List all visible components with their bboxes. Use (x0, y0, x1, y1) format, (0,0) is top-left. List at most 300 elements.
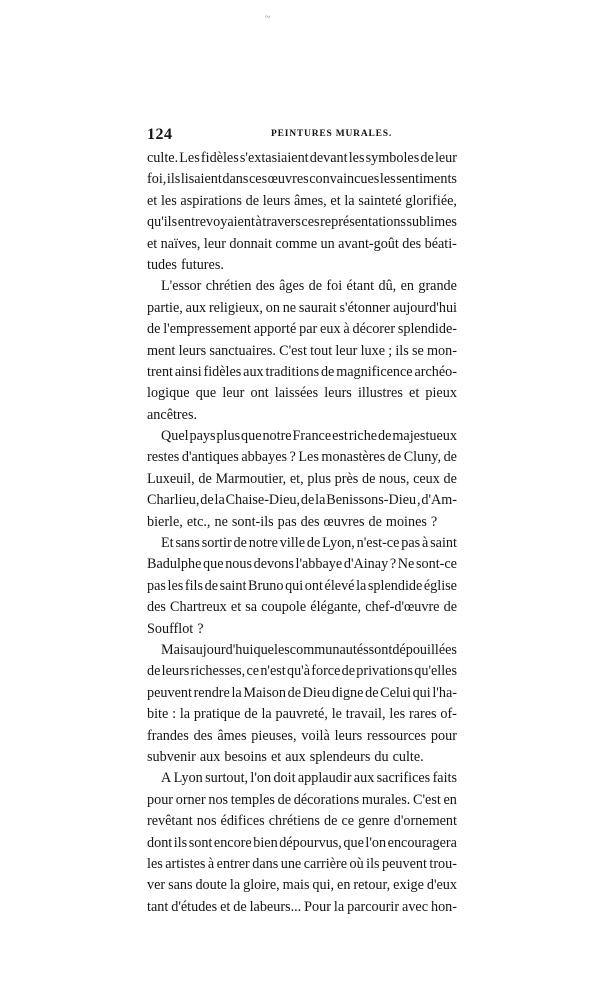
word: et (147, 192, 158, 209)
word: logique (147, 385, 190, 402)
word: la (231, 684, 242, 701)
text-line (147, 576, 457, 597)
word: ver (147, 877, 166, 894)
word: saurait (298, 299, 337, 316)
word: de (308, 278, 323, 295)
text-line (147, 405, 457, 426)
word: ces (301, 214, 320, 231)
text-line (147, 747, 457, 768)
word: laissées (274, 385, 319, 402)
word: encouragera (387, 834, 457, 851)
word: plus (216, 428, 241, 445)
word: œuvres (323, 513, 365, 530)
word: l'on (365, 834, 387, 851)
word: les (274, 641, 290, 658)
text-line (147, 490, 457, 511)
word: se (411, 342, 424, 359)
word: fidèles (203, 363, 242, 380)
word: ils (166, 171, 181, 188)
text-line (147, 597, 457, 618)
word: qu'elles (414, 663, 457, 680)
word: notre (262, 428, 292, 445)
word: riche (348, 428, 378, 445)
word: ressources (367, 727, 427, 744)
word: plus (307, 470, 331, 487)
word: élégante, (310, 599, 362, 616)
word: richesses, (190, 663, 246, 680)
word: voilà (301, 727, 330, 744)
word: l'abbaye (295, 556, 343, 573)
word: s'étonner (339, 299, 391, 316)
word: Dieu (302, 684, 331, 701)
word: doit (273, 770, 296, 787)
word: Celui (380, 684, 411, 701)
word: peuvent (147, 684, 192, 701)
word: trent (147, 363, 173, 380)
word: le (331, 706, 342, 723)
word: dépouillées (392, 641, 457, 658)
word: n'est-ce (356, 535, 400, 552)
word: pauvreté, (275, 706, 328, 723)
word: mais (282, 877, 310, 894)
word: par (299, 321, 318, 338)
word: splendide- (397, 321, 457, 338)
word: parcourir (347, 898, 400, 915)
word: sont-ce (416, 556, 457, 573)
word: n'est (260, 663, 286, 680)
word: saint (219, 577, 247, 594)
word: nous, (379, 470, 410, 487)
word: âges (279, 278, 305, 295)
word: eux (320, 321, 341, 338)
word: bierle, (147, 513, 183, 530)
word: ? (197, 620, 204, 637)
word: nous (225, 556, 252, 573)
word: l'empressement (163, 321, 251, 338)
word: Luxeuil, (147, 470, 195, 487)
text-line (147, 854, 457, 875)
word: Mais (161, 641, 190, 658)
word: avant-goût (338, 235, 399, 252)
word: culte. (392, 748, 424, 765)
word: pieux (425, 385, 457, 402)
word: de (245, 192, 259, 209)
word: de (320, 363, 335, 380)
word: abbayes (241, 449, 288, 466)
word: de (387, 449, 402, 466)
word: sans (168, 877, 193, 894)
word: Ne (397, 556, 415, 573)
word: entrer (216, 855, 250, 872)
word: et (330, 192, 341, 209)
word: la (315, 492, 326, 509)
word: rares (408, 706, 437, 723)
word: d'antiques (181, 449, 239, 466)
word: Bruno (248, 577, 284, 594)
word: de (368, 513, 382, 530)
word: Lyon, (322, 535, 355, 552)
word: des (402, 235, 422, 252)
word: des (147, 599, 166, 616)
word: décorations (293, 791, 360, 808)
text-line (147, 298, 457, 319)
word: privations (356, 663, 414, 680)
word: qu'à (286, 663, 311, 680)
word: tudes (147, 256, 177, 273)
word: la (214, 492, 225, 509)
text-line (147, 768, 457, 789)
word: étant (346, 278, 375, 295)
word: magnificence (336, 363, 413, 380)
word: Lyon (173, 770, 203, 787)
text-line (147, 619, 457, 640)
text-line (147, 704, 457, 725)
word: revêtant (147, 813, 193, 830)
word: traditions (265, 363, 320, 380)
word: sublimes (406, 214, 457, 231)
word: de (198, 470, 212, 487)
word: apporté (253, 321, 297, 338)
word: foi, (147, 171, 167, 188)
word: les (379, 171, 396, 188)
word: en (443, 791, 457, 808)
word: leur (222, 385, 245, 402)
word: de (277, 791, 292, 808)
word: des (193, 727, 213, 744)
text-line (147, 234, 457, 255)
word: des (300, 513, 320, 530)
word: pas (147, 577, 166, 594)
word: de (300, 492, 315, 509)
word: pour (430, 727, 457, 744)
word: temples (230, 791, 275, 808)
word: les (348, 150, 365, 166)
word: tout (310, 342, 333, 359)
word: illustres (357, 385, 403, 402)
word: en (400, 278, 414, 295)
word: sa (245, 599, 258, 616)
word: est (332, 428, 348, 445)
word: de (365, 684, 379, 701)
word: hon- (430, 898, 457, 915)
word: ce (341, 813, 355, 830)
word: ? (389, 556, 397, 573)
word: la (229, 877, 241, 894)
word: sacrifices (376, 770, 431, 787)
word: bien (253, 834, 278, 851)
word: aujourd'hui (392, 299, 457, 316)
word: genre (358, 813, 390, 830)
word: sont (368, 641, 393, 658)
word: Badulphe (147, 556, 202, 573)
word: de (341, 663, 356, 680)
word: encore (213, 834, 252, 851)
word: moines (385, 513, 427, 530)
word: avec (402, 898, 429, 915)
word: lisaient (180, 171, 222, 188)
word: décorer (352, 321, 396, 338)
word: subvenir (147, 748, 196, 765)
word: dû, (378, 278, 397, 295)
text-line (147, 255, 457, 276)
word: de (378, 428, 392, 445)
word: de (244, 706, 258, 723)
word: s'extasiaient (239, 150, 309, 166)
word: luxe (360, 342, 386, 359)
word: Charlieu, (147, 492, 200, 509)
word: grande (418, 278, 457, 295)
word: aspirations (180, 192, 242, 209)
word: surtout, (205, 770, 249, 787)
word: ? (430, 513, 438, 530)
text-line (147, 383, 457, 404)
word: où (349, 855, 364, 872)
text-line (147, 169, 457, 190)
text-line (147, 533, 457, 554)
text-line (147, 191, 457, 212)
word: France (292, 428, 332, 445)
word: on (265, 299, 280, 316)
word: aux (243, 363, 264, 380)
word: ces (248, 171, 268, 188)
word: dépourvus, (279, 834, 342, 851)
word: Cluny, (403, 449, 442, 466)
word: sont (188, 834, 213, 851)
word: de (443, 599, 457, 616)
word: gloire, (243, 877, 280, 894)
text-line (147, 148, 457, 169)
word: orner (175, 791, 206, 808)
word: doute (195, 877, 227, 894)
word: église (423, 577, 457, 594)
word: devant (309, 150, 348, 166)
word: œuvres (267, 171, 309, 188)
word: les (160, 192, 177, 209)
word: la (356, 577, 367, 594)
word: de (443, 449, 457, 466)
word: exige (393, 877, 424, 894)
word: digne (331, 684, 364, 701)
text-line (147, 875, 457, 896)
text-line (147, 512, 457, 533)
word: et (270, 748, 282, 765)
word: convaincues (309, 171, 380, 188)
word: aux (353, 770, 375, 787)
word: symboles (365, 150, 420, 166)
text-line (147, 362, 457, 383)
body-text (147, 148, 457, 918)
word: de (306, 535, 321, 552)
word: ancêtres. (147, 406, 198, 423)
word: en (337, 877, 351, 894)
word: qui (285, 577, 304, 594)
word: donnait (229, 235, 272, 252)
word: dans (252, 855, 279, 872)
word: nos (208, 791, 229, 808)
word: peuvent (382, 855, 427, 872)
word: partie, (147, 299, 183, 316)
word: de (233, 535, 247, 552)
word: splendide (367, 577, 423, 594)
word: leurs (161, 663, 190, 680)
word: bite (147, 706, 169, 723)
word: faits (432, 770, 457, 787)
word: leur (203, 235, 226, 252)
word: Chaise-Dieu, (225, 492, 301, 509)
word: leurs (178, 342, 207, 359)
word: glorifiée, (405, 192, 457, 209)
word: ; (388, 342, 393, 359)
word: des (255, 278, 275, 295)
word: de (361, 470, 376, 487)
word: aux (185, 299, 207, 316)
word: notre (248, 535, 278, 552)
word: l'ha- (432, 684, 457, 701)
word: du (374, 748, 389, 765)
word: les (147, 855, 163, 872)
word: trou- (429, 855, 457, 872)
word: et (230, 599, 242, 616)
word: ils (366, 855, 380, 872)
word: de (287, 684, 301, 701)
text-line (147, 683, 457, 704)
word: carrière (303, 855, 347, 872)
word: Benissons-Dieu (326, 492, 417, 509)
word: chrétien (205, 278, 252, 295)
word: chrétiens (268, 813, 320, 830)
word: que (253, 641, 274, 658)
word: sans (175, 535, 200, 552)
word: monastères (321, 449, 386, 466)
word: culte. (147, 150, 179, 166)
word: dont (147, 834, 173, 851)
word: Marmoutier, (215, 470, 287, 487)
word: une (280, 855, 302, 872)
word: chef-d'œuvre (365, 599, 440, 616)
word: A (161, 770, 172, 787)
running-head: PEINTURES MURALES. (271, 129, 393, 139)
word: à (422, 535, 429, 552)
word: de (420, 150, 434, 166)
word: ce (246, 663, 260, 680)
word: qui (412, 684, 431, 701)
word: Soufflot (147, 620, 194, 637)
word: que (195, 385, 217, 402)
word: Pour (304, 898, 331, 915)
text-line (147, 661, 457, 682)
page-number: 124 (147, 126, 173, 143)
word: béati- (424, 235, 457, 252)
word: ville (279, 535, 305, 552)
word: ils (173, 834, 188, 851)
word: Et (161, 535, 174, 552)
word: restes (147, 449, 180, 466)
word: à (207, 855, 215, 872)
word: aux (199, 748, 221, 765)
word: force (311, 663, 341, 680)
word: d'Am- (421, 492, 457, 509)
word: futures. (180, 256, 224, 273)
word: ne (214, 513, 228, 530)
text-line (147, 319, 457, 340)
word: et (147, 235, 158, 252)
word: Chartreux (170, 599, 227, 616)
word: aujourd'hui (189, 641, 254, 658)
word: de (200, 492, 214, 509)
word: sont-ils (231, 513, 274, 530)
word: un (320, 235, 335, 252)
word: la (333, 898, 345, 915)
word: C'est (279, 342, 307, 359)
word: pays (189, 428, 216, 445)
word: ? (289, 449, 296, 466)
word: rendre (193, 684, 230, 701)
word: splendeurs (309, 748, 371, 765)
word: d'ornement (393, 813, 457, 830)
word: ceux (413, 470, 440, 487)
word: et (220, 898, 231, 915)
word: artistes (165, 855, 206, 872)
word: représentations (320, 214, 406, 231)
word: de (324, 813, 338, 830)
word: qui, (312, 877, 335, 894)
word: Les (179, 150, 200, 166)
word: sainteté (358, 192, 402, 209)
word: sanctuaires. (209, 342, 276, 359)
word: tant (147, 898, 169, 915)
text-line (147, 790, 457, 811)
word: de (147, 663, 161, 680)
word: pour (147, 791, 174, 808)
word: édifices (220, 813, 265, 830)
word: leurs (324, 385, 352, 402)
word: applaudir (297, 770, 352, 787)
text-line (147, 726, 457, 747)
word: communautés (289, 641, 369, 658)
word: la (261, 706, 272, 723)
text-line (147, 426, 457, 447)
word: religieux, (208, 299, 263, 316)
word: ment (147, 342, 176, 359)
word: aux (285, 748, 306, 765)
word: ainsi (174, 363, 202, 380)
word: de (204, 577, 219, 594)
word: frandes (147, 727, 189, 744)
word: de (233, 898, 247, 915)
text-line (147, 469, 457, 490)
word: travail, (345, 706, 386, 723)
word: sortir (201, 535, 232, 552)
text-line (147, 447, 457, 468)
word: d'Ainay (343, 556, 389, 573)
word: ils (395, 342, 409, 359)
word: âmes (217, 727, 247, 744)
word: la (179, 706, 191, 723)
word: archéo- (414, 363, 457, 380)
word: Quel (161, 428, 189, 445)
word: majestueux (392, 428, 457, 445)
word: pas (401, 535, 421, 552)
word: que (203, 556, 224, 573)
word: devons (253, 556, 294, 573)
word: murales. (361, 791, 411, 808)
word: , (416, 492, 421, 509)
word: labeurs... (249, 898, 302, 915)
word: sentiments (396, 171, 457, 188)
word: C'est (413, 791, 441, 808)
word: mon- (426, 342, 457, 359)
word: à (255, 214, 262, 231)
